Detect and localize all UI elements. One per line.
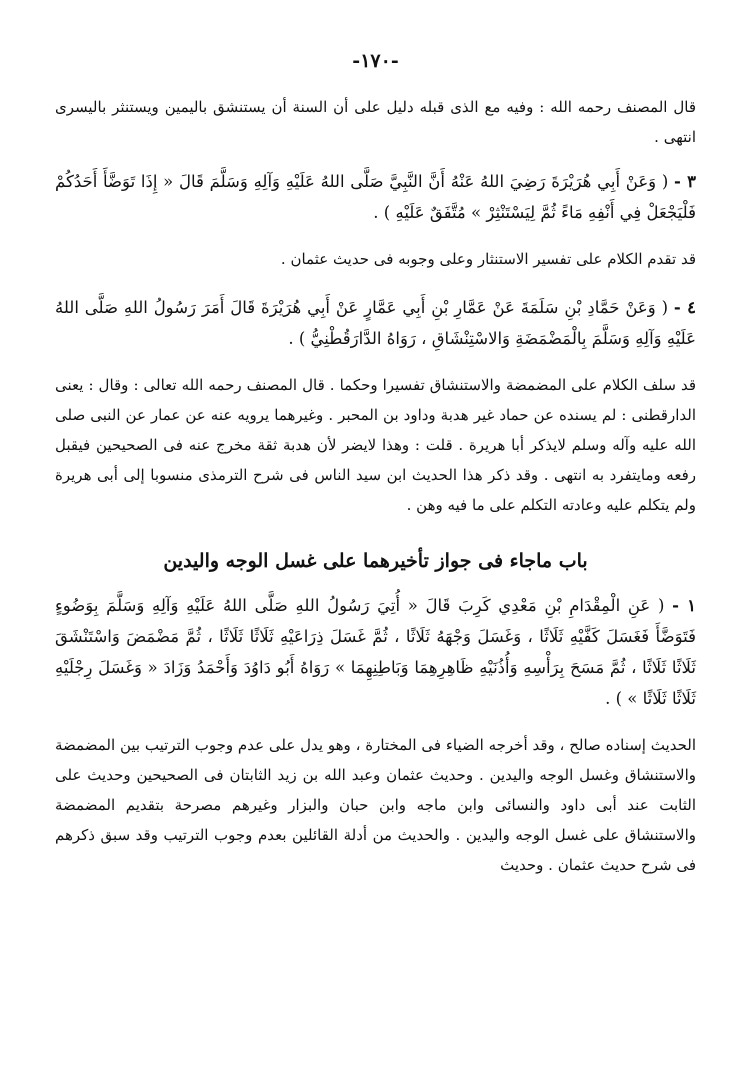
hadith-number: ٣ -	[674, 172, 697, 191]
commentary-text: قد تقدم الكلام على تفسير الاستنثار وعلى وجوبه فى حديث عثمان .	[280, 250, 696, 268]
commentary-hadith-2	[55, 92, 696, 152]
commentary-hadith-4	[55, 370, 696, 520]
page-number: -١٧٠-	[352, 50, 399, 72]
commentary-text: قال المصنف رحمه الله : وفيه مع الذى قبله دليل على أن السنة أن يستنشق باليمين ويستنثر باليسرى انتهى .	[55, 98, 696, 146]
commentary-hadith-1	[55, 730, 696, 880]
commentary-text: الحديث إسناده صالح ، وقد أخرجه الضياء فى المختارة ، وهو يدل على عدم وجوب الترتيب بين المضمضة والاستنشاق وغسل الوجه واليدين . وحديث عثمان وعبد الله بن زيد الثابتان فى الصحيحين وحديث على الثابت عند أبى داود والنسائى وابن ماجه وابن حبان والبزار وغيرهم مصرحة بتقديم المضمضة والاستنشاق على غسل الوجه واليدين . والحديث من أدلة القائلين بعدم وجوب الترتيب وقد سبق ذكرهم فى شرح حديث عثمان . وحديث	[55, 736, 696, 874]
hadith-4-body	[55, 292, 696, 354]
hadith-3	[55, 166, 696, 228]
hadith-1-body	[55, 590, 696, 714]
hadith-number: ١ -	[672, 596, 697, 615]
hadith-text: ( وَعَنْ حَمَّادِ بْنِ سَلَمَةَ عَنْ عَمَّارِ بْنِ أَبِي عَمَّارٍ عَنْ أَبِي هُرَيْرَةَ قَالَ أَمَرَ رَسُولُ اللهِ صَلَّى اللهُ عَلَيْهِ وَآلِهِ وَسَلَّمَ بِالْمَضْمَضَةِ وَالاسْتِنْشَاقِ ، رَوَاهُ الدَّارَقُطْنِيُّ ) .	[55, 298, 696, 348]
chapter-title: باب ماجاء فى جواز تأخيرهما على غسل الوجه واليدين	[163, 550, 588, 572]
hadith-3-body	[55, 166, 696, 228]
hadith-1	[55, 590, 696, 714]
hadith-4	[55, 292, 696, 354]
commentary-hadith-3	[55, 244, 696, 274]
commentary-text: قد سلف الكلام على المضمضة والاستنشاق تفسيرا وحكما . قال المصنف رحمه الله تعالى : وقال : يعنى الدارقطنى : لم يسنده عن حماد غير هدبة وداود بن المحبر . وغيرهما يرويه عنه عن عمار عن النبى صلى الله عليه وآله وسلم لايذكر أبا هريرة . قلت : وهذا لايضر لأن هدبة ثقة مخرج عنه فى الصحيحين فيقبل رفعه ومايتفرد به انتهى . وقد ذكر هذا الحديث ابن سيد الناس فى شرح الترمذى منسوبا إلى أبى هريرة ولم يتكلم عليه وعادته التكلم على ما فيه وهن .	[55, 376, 696, 514]
hadith-text: ( وَعَنْ أَبِي هُرَيْرَةَ رَضِيَ اللهُ عَنْهُ أَنَّ النَّبِيَّ صَلَّى اللهُ عَلَيْهِ وَآلِهِ وَسَلَّمَ قَالَ « إِذَا تَوَضَّأَ أَحَدُكُمْ فَلْيَجْعَلْ فِي أَنْفِهِ مَاءً ثُمَّ لِيَسْتَنْثِرْ » مُتَّفَقٌ عَلَيْهِ ) .	[55, 172, 696, 222]
hadith-number: ٤ -	[673, 298, 697, 317]
hadith-text: ( عَنِ الْمِقْدَامِ بْنِ مَعْدِي كَرِبَ قَالَ « أُتِيَ رَسُولُ اللهِ صَلَّى اللهُ عَلَيْهِ وَآلِهِ وَسَلَّمَ بِوَضُوءٍ فَتَوَضَّأَ فَغَسَلَ كَفَّيْهِ ثَلَاثًا ، وَغَسَلَ وَجْهَهُ ثَلَاثًا ، ثُمَّ غَسَلَ ذِرَاعَيْهِ ثَلَاثًا ثَلَاثًا ، ثُمَّ مَضْمَضَ وَاسْتَنْشَقَ ثَلَاثًا ثَلَاثًا ، ثُمَّ مَسَحَ بِرَأْسِهِ وَأُذُنَيْهِ ظَاهِرِهِمَا وَبَاطِنِهِمَا » رَوَاهُ أَبُو دَاوُدَ وَأَحْمَدُ وَزَادَ « وَغَسَلَ رِجْلَيْهِ ثَلَاثًا ثَلَاثًا » ) .	[55, 596, 696, 708]
